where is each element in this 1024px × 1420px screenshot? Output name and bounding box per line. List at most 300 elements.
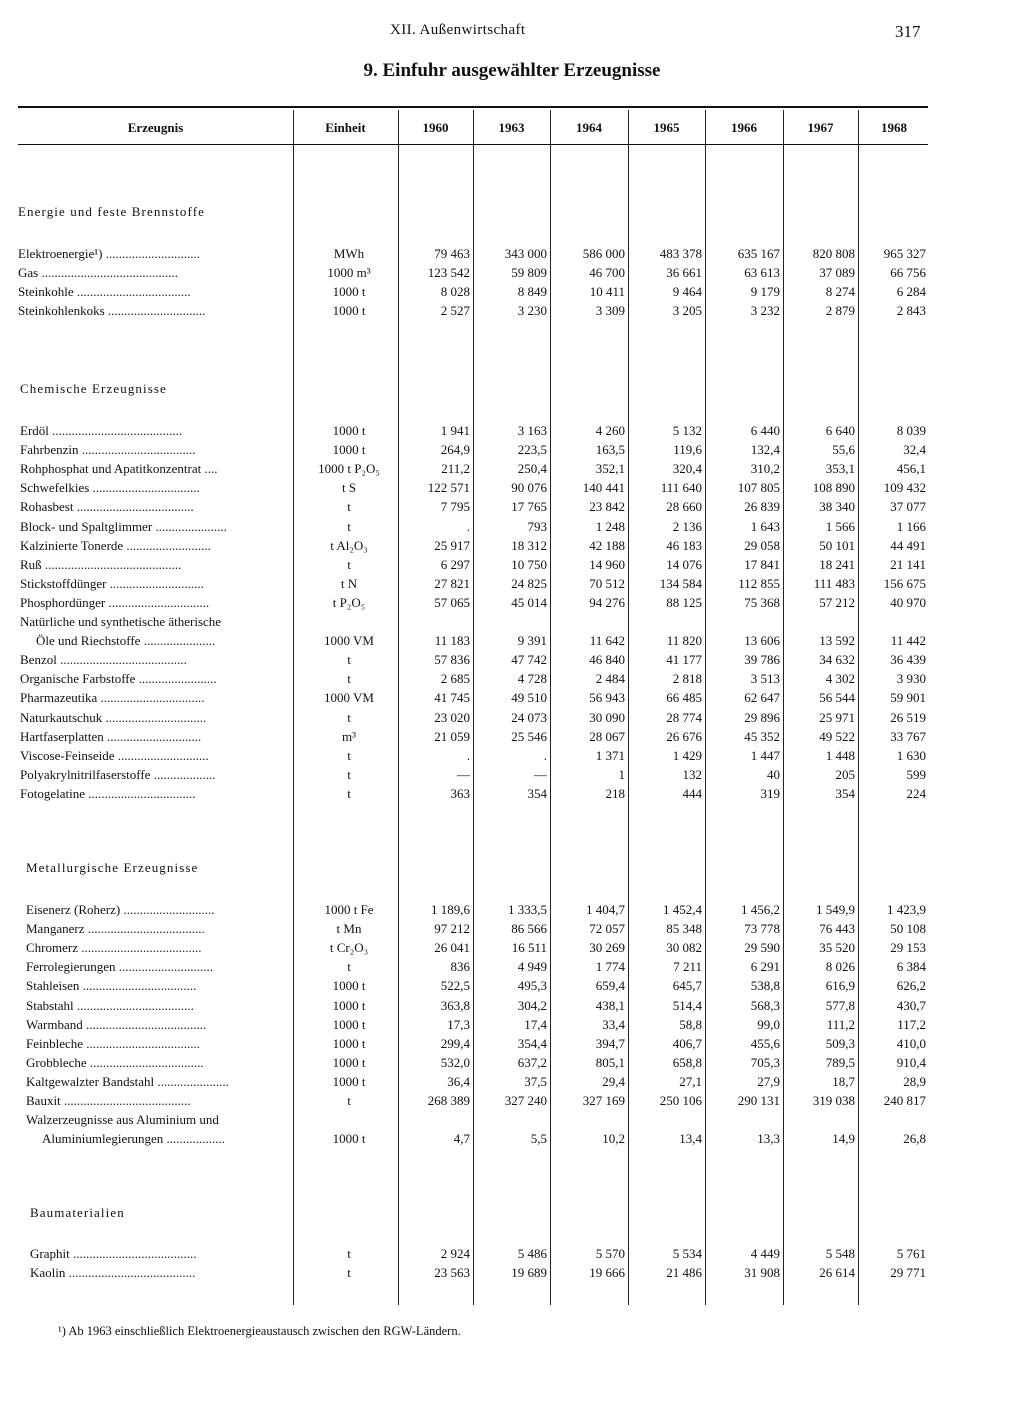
cell-value: 70 512 (589, 575, 625, 591)
cell-value: 18 241 (819, 556, 855, 572)
row-label: Stabstahl .................................... (26, 997, 194, 1013)
cell-value: 4 449 (750, 1246, 780, 1261)
table-row (0, 595, 1024, 614)
row-unit: 1000 t (332, 284, 366, 300)
cell-value: 21 141 (890, 556, 926, 572)
cell-value: 50 108 (890, 921, 926, 937)
row-label: Aluminiumlegierungen .................. (42, 1131, 226, 1147)
cell-value: 27,1 (679, 1073, 702, 1089)
cell-value: 29,4 (602, 1073, 625, 1089)
cell-value: 910,4 (896, 1054, 926, 1070)
chapter-header: XII. Außenwirtschaft (390, 22, 526, 38)
cell-value: 354 (835, 785, 855, 801)
table-row (0, 1131, 1024, 1150)
cell-value: 37 089 (819, 265, 855, 281)
row-unit: t (347, 959, 351, 975)
cell-value: 29 153 (890, 940, 926, 956)
row-label: Organische Farbstoffe ........................ (20, 671, 217, 687)
cell-value: 57 212 (819, 594, 855, 610)
cell-value: 635 167 (737, 246, 780, 261)
cell-value: 320,4 (672, 461, 702, 477)
cell-value: 11 183 (434, 633, 470, 649)
table-row (0, 614, 1024, 633)
cell-value: 538,8 (750, 978, 780, 994)
cell-value: 8 274 (825, 284, 855, 300)
row-label: Steinkohle ................................... (18, 284, 191, 300)
cell-value: 26,8 (903, 1131, 926, 1147)
cell-value: 23 842 (589, 499, 625, 515)
cell-value: 8 028 (440, 284, 470, 300)
row-label: Erdöl ........................................ (20, 423, 183, 438)
cell-value: 1 (618, 766, 625, 782)
cell-value: 658,8 (672, 1054, 702, 1070)
cell-value: 117,2 (897, 1016, 926, 1032)
table-row (0, 442, 1024, 461)
cell-value: 5 761 (896, 1246, 926, 1261)
cell-value: 132 (682, 766, 702, 782)
cell-value: 38 340 (819, 499, 855, 515)
cell-value: 31 908 (744, 1265, 780, 1281)
cell-value: 5 534 (672, 1246, 702, 1261)
table-row (0, 748, 1024, 767)
cell-value: 76 443 (819, 921, 855, 937)
row-label: Rohasbest .................................... (20, 499, 194, 515)
cell-value: 1 189,6 (431, 902, 470, 917)
cell-value: 223,5 (517, 442, 547, 458)
row-unit: 1000 t (332, 303, 366, 319)
cell-value: 455,6 (750, 1035, 780, 1051)
cell-value: 1 448 (825, 747, 855, 763)
row-unit: MWh (333, 246, 365, 261)
table-row (0, 1074, 1024, 1093)
cell-value: 34 632 (819, 652, 855, 668)
row-label: Manganerz .................................... (26, 921, 205, 937)
cell-value: 123 542 (427, 265, 470, 281)
cell-value: 39 786 (744, 652, 780, 668)
cell-value: 6 291 (750, 959, 780, 975)
cell-value: 66 756 (890, 265, 926, 281)
cell-value: 30 269 (589, 940, 625, 956)
cell-value: 10 411 (589, 284, 625, 300)
cell-value: 36 661 (666, 265, 702, 281)
row-unit: t (347, 709, 351, 725)
table-row (0, 461, 1024, 480)
cell-value: 4 260 (595, 423, 625, 438)
cell-value: 8 026 (825, 959, 855, 975)
cell-value: 290 131 (737, 1093, 780, 1108)
cell-value: 659,4 (595, 978, 625, 994)
cell-value: 66 485 (666, 690, 702, 706)
row-label: Stahleisen ................................... (26, 978, 197, 994)
row-label: Schwefelkies ................................. (20, 480, 200, 496)
cell-value: 27 821 (434, 575, 470, 591)
section-heading: Baumaterialien (30, 1205, 125, 1220)
row-unit: 1000 m³ (327, 265, 371, 281)
cell-value: 28 774 (666, 709, 702, 725)
table-row (0, 538, 1024, 557)
cell-value: — (457, 766, 470, 782)
row-label: Benzol ....................................... (20, 652, 187, 668)
cell-value: 789,5 (825, 1054, 855, 1070)
cell-value: 6 384 (896, 959, 926, 975)
cell-value: 29 590 (744, 940, 780, 956)
cell-value: 353,1 (825, 461, 855, 477)
cell-value: 250 106 (659, 1093, 702, 1108)
cell-value: 793 (527, 518, 547, 534)
cell-value: 10,2 (602, 1131, 625, 1147)
cell-value: 40 970 (890, 594, 926, 610)
cell-value: 456,1 (896, 461, 926, 477)
cell-value: 9 179 (750, 284, 780, 300)
row-label: Kaltgewalzter Bandstahl ...................... (26, 1073, 229, 1089)
cell-value: 264,9 (440, 442, 470, 458)
row-label: Eisenerz (Roherz) ............................ (26, 902, 215, 917)
row-unit: 1000 t (332, 978, 366, 994)
table-row (0, 1093, 1024, 1112)
cell-value: 163,5 (595, 442, 625, 458)
cell-value: 37 077 (890, 499, 926, 515)
cell-value: 483 378 (659, 246, 702, 261)
cell-value: 5 570 (595, 1246, 625, 1261)
cell-value: 444 (682, 785, 702, 801)
cell-value: 304,2 (517, 997, 547, 1013)
cell-value: 5,5 (530, 1131, 547, 1147)
cell-value: 965 327 (883, 246, 926, 261)
cell-value: 111,2 (826, 1016, 855, 1032)
cell-value: 9 464 (672, 284, 702, 300)
cell-value: 62 647 (744, 690, 780, 706)
cell-value: 17 841 (744, 556, 780, 572)
row-unit: t Cr₂O₃ (329, 940, 369, 956)
cell-value: 28 660 (666, 499, 702, 515)
cell-value: 705,3 (750, 1054, 780, 1070)
cell-value: 2 136 (672, 518, 702, 534)
cell-value: 586 000 (582, 246, 625, 261)
row-unit: 1000 t (332, 1035, 366, 1051)
cell-value: 354 (527, 785, 547, 801)
row-label: Feinbleche ................................... (26, 1035, 201, 1051)
cell-value: 11 820 (666, 633, 702, 649)
row-unit: t (347, 1265, 351, 1281)
cell-value: 1 447 (750, 747, 780, 763)
cell-value: 2 685 (440, 671, 470, 687)
cell-value: 132,4 (750, 442, 780, 458)
row-unit: 1000 VM (324, 690, 374, 706)
table-row (0, 519, 1024, 538)
section-heading: Energie und feste Brennstoffe (18, 204, 206, 219)
cell-value: 6 440 (750, 423, 780, 438)
cell-value: 8 849 (517, 284, 547, 300)
cell-value: 363 (450, 785, 470, 801)
row-label: Pharmazeutika ................................ (20, 690, 205, 706)
cell-value: 72 057 (589, 921, 625, 937)
column-header-year: 1966 (731, 120, 757, 135)
row-label: Elektroenergie¹) ............................. (18, 246, 201, 261)
cell-value: 21 486 (666, 1265, 702, 1281)
cell-value: 224 (906, 785, 926, 801)
cell-value: 2 818 (672, 671, 702, 687)
cell-value: 8 039 (896, 423, 926, 438)
cell-value: 44 491 (890, 537, 926, 553)
cell-value: 599 (906, 766, 926, 782)
row-unit: 1000 t (332, 997, 366, 1013)
table-row (0, 998, 1024, 1017)
cell-value: 5 132 (672, 423, 702, 438)
table-row (0, 652, 1024, 671)
cell-value: 1 404,7 (586, 902, 625, 917)
cell-value: 1 630 (896, 747, 926, 763)
table-row (0, 1036, 1024, 1055)
row-unit: 1000 t (332, 1131, 366, 1147)
cell-value: 1 333,5 (508, 902, 547, 917)
cell-value: 352,1 (595, 461, 625, 477)
row-unit: 1000 t (332, 442, 366, 458)
cell-value: 1 941 (440, 423, 470, 438)
cell-value: 438,1 (595, 997, 625, 1013)
table-row (0, 1055, 1024, 1074)
cell-value: 1 452,4 (663, 902, 702, 917)
row-label: Öle und Riechstoffe ...................... (36, 633, 216, 649)
column-header-year: 1968 (881, 120, 907, 135)
table-top-rule (18, 106, 928, 108)
cell-value: 6 284 (896, 284, 926, 300)
cell-value: 25 971 (819, 709, 855, 725)
cell-value: 1 566 (825, 518, 855, 534)
cell-value: 410,0 (896, 1035, 926, 1051)
cell-value: 17,4 (524, 1016, 547, 1032)
cell-value: 59 901 (890, 690, 926, 706)
cell-value: 26 839 (744, 499, 780, 515)
section-heading: Metallurgische Erzeugnisse (26, 860, 199, 875)
cell-value: 2 484 (595, 671, 625, 687)
cell-value: 430,7 (896, 997, 926, 1013)
cell-value: 14 076 (666, 556, 702, 572)
table-row (0, 1265, 1024, 1284)
table-row (0, 959, 1024, 978)
table-row (0, 978, 1024, 997)
cell-value: 99,0 (757, 1016, 780, 1032)
cell-value: 26 519 (890, 709, 926, 725)
cell-value: 26 676 (666, 728, 702, 744)
cell-value: 4 949 (517, 959, 547, 975)
row-unit: t P₂O₅ (332, 594, 366, 610)
cell-value: 394,7 (595, 1035, 625, 1051)
row-unit: 1000 t (332, 1073, 366, 1089)
cell-value: 13,4 (679, 1131, 702, 1147)
cell-value: 30 090 (589, 709, 625, 725)
column-header-year: 1964 (576, 120, 602, 135)
cell-value: 3 205 (672, 303, 702, 319)
cell-value: 354,4 (517, 1035, 547, 1051)
row-unit: t (347, 556, 351, 572)
cell-value: 32,4 (903, 442, 926, 458)
cell-value: 47 742 (511, 652, 547, 668)
column-header-year: 1965 (653, 120, 680, 135)
cell-value: 616,9 (825, 978, 855, 994)
row-label: Stickstoffdünger ............................. (20, 575, 204, 591)
row-label: Steinkohlenkoks .............................. (18, 303, 206, 319)
cell-value: 85 348 (666, 921, 702, 937)
cell-value: 42 188 (589, 537, 625, 553)
cell-value: 24 073 (511, 709, 547, 725)
row-label: Ferrolegierungen ............................. (26, 959, 214, 975)
cell-value: 13 592 (819, 633, 855, 649)
cell-value: 3 930 (896, 671, 926, 687)
cell-value: . (466, 747, 470, 763)
row-unit: t (347, 1093, 351, 1108)
cell-value: 27,9 (757, 1073, 780, 1089)
row-label: Phosphordünger ............................... (20, 594, 210, 610)
cell-value: 10 750 (511, 556, 547, 572)
footnote: ¹) Ab 1963 einschließlich Elektroenergieaustausch zwischen den RGW-Ländern. (58, 1324, 461, 1338)
cell-value: 1 166 (896, 518, 926, 534)
cell-value: 59 809 (511, 265, 547, 281)
cell-value: 4,7 (453, 1131, 470, 1147)
row-unit: 1000 t (332, 423, 366, 438)
cell-value: — (534, 766, 547, 782)
cell-value: 46 840 (589, 652, 625, 668)
cell-value: 14,9 (832, 1131, 855, 1147)
row-label: Warmband ..................................... (26, 1016, 207, 1032)
row-unit: t Al₂O₃ (330, 537, 368, 553)
cell-value: 2 527 (440, 303, 470, 319)
row-unit: t (347, 766, 351, 782)
row-unit: t (347, 1246, 351, 1261)
cell-value: 805,1 (595, 1054, 625, 1070)
cell-value: 40 (767, 766, 780, 782)
cell-value: 94 276 (589, 594, 625, 610)
column-header-unit: Einheit (325, 120, 366, 135)
row-unit: 1000 t (332, 1016, 366, 1032)
cell-value: 11 642 (589, 633, 625, 649)
cell-value: 1 643 (750, 518, 780, 534)
cell-value: 29 896 (744, 709, 780, 725)
page-number: 317 (895, 22, 921, 41)
cell-value: 16 511 (511, 940, 547, 956)
cell-value: 55,6 (832, 442, 855, 458)
cell-value: 319 038 (812, 1093, 855, 1108)
cell-value: 3 163 (517, 423, 547, 438)
cell-value: 24 825 (511, 575, 547, 591)
cell-value: 1 423,9 (887, 902, 926, 917)
cell-value: 4 728 (517, 671, 547, 687)
table-row (0, 284, 1024, 303)
cell-value: 75 368 (744, 594, 780, 610)
cell-value: 33,4 (602, 1016, 625, 1032)
table-row (0, 671, 1024, 690)
row-label: Rohphosphat und Apatitkonzentrat .... (20, 461, 218, 477)
cell-value: 5 486 (517, 1246, 547, 1261)
cell-value: 218 (605, 785, 625, 801)
row-label: Grobbleche ................................... (26, 1054, 204, 1070)
cell-value: 25 917 (434, 537, 470, 553)
cell-value: 327 240 (504, 1093, 547, 1108)
table-row (0, 1246, 1024, 1265)
cell-value: 29 771 (890, 1265, 926, 1281)
table-row (0, 1112, 1024, 1131)
cell-value: 79 463 (434, 246, 470, 261)
cell-value: 363,8 (440, 997, 470, 1013)
table-row (0, 940, 1024, 959)
row-unit: t (347, 785, 351, 801)
cell-value: 28 067 (589, 728, 625, 744)
cell-value: 111 640 (660, 480, 702, 496)
cell-value: 14 960 (589, 556, 625, 572)
cell-value: 626,2 (896, 978, 926, 994)
column-header-year: 1963 (498, 120, 525, 135)
cell-value: 568,3 (750, 997, 780, 1013)
cell-value: 5 548 (825, 1246, 855, 1261)
table-row (0, 557, 1024, 576)
cell-value: 17,3 (447, 1016, 470, 1032)
cell-value: 522,5 (440, 978, 470, 994)
cell-value: 3 309 (595, 303, 625, 319)
cell-value: 37,5 (524, 1073, 547, 1089)
table-row (0, 265, 1024, 284)
table-row (0, 1017, 1024, 1036)
table-row (0, 423, 1024, 442)
cell-value: 73 778 (744, 921, 780, 937)
table-row (0, 480, 1024, 499)
cell-value: 1 429 (672, 747, 702, 763)
cell-value: 33 767 (890, 728, 926, 744)
row-unit: t Mn (336, 921, 362, 937)
cell-value: 2 924 (440, 1246, 470, 1261)
cell-value: . (543, 747, 547, 763)
cell-value: 156 675 (883, 575, 926, 591)
row-unit: t N (340, 575, 358, 591)
cell-value: 3 232 (750, 303, 780, 319)
cell-value: 310,2 (750, 461, 780, 477)
row-label: Graphit ...................................... (30, 1246, 197, 1261)
row-label: Hartfaserplatten ............................. (20, 728, 202, 744)
row-label: Kaolin ....................................... (30, 1265, 196, 1281)
cell-value: 1 774 (595, 959, 625, 975)
cell-value: 205 (835, 766, 855, 782)
cell-value: 29 058 (744, 537, 780, 553)
cell-value: 45 352 (744, 728, 780, 744)
cell-value: 820 808 (812, 246, 855, 261)
row-label: Naturkautschuk ............................... (20, 709, 207, 725)
column-header-product: Erzeugnis (127, 120, 184, 135)
table-row (0, 767, 1024, 786)
cell-value: 140 441 (582, 480, 625, 496)
cell-value: 56 943 (589, 690, 625, 706)
cell-value: 112 855 (738, 575, 780, 591)
cell-value: 26 041 (434, 940, 470, 956)
cell-value: 532,0 (440, 1054, 470, 1070)
table-row (0, 303, 1024, 322)
cell-value: 49 522 (819, 728, 855, 744)
cell-value: 211,2 (441, 461, 470, 477)
cell-value: 19 666 (589, 1265, 625, 1281)
cell-value: 46 183 (666, 537, 702, 553)
row-label: Viscose-Feinseide ............................ (20, 747, 209, 763)
cell-value: 19 689 (511, 1265, 547, 1281)
column-header-year: 1967 (807, 120, 834, 135)
cell-value: 46 700 (589, 265, 625, 281)
row-label: Fahrbenzin ................................... (20, 442, 196, 458)
row-unit: 1000 t P₂O₅ (318, 461, 380, 477)
row-unit: m³ (341, 728, 356, 744)
table-row (0, 729, 1024, 748)
cell-value: 36 439 (890, 652, 926, 668)
table-row (0, 902, 1024, 921)
cell-value: 26 614 (819, 1265, 855, 1281)
table-row (0, 710, 1024, 729)
cell-value: 7 795 (440, 499, 470, 515)
cell-value: 509,3 (825, 1035, 855, 1051)
